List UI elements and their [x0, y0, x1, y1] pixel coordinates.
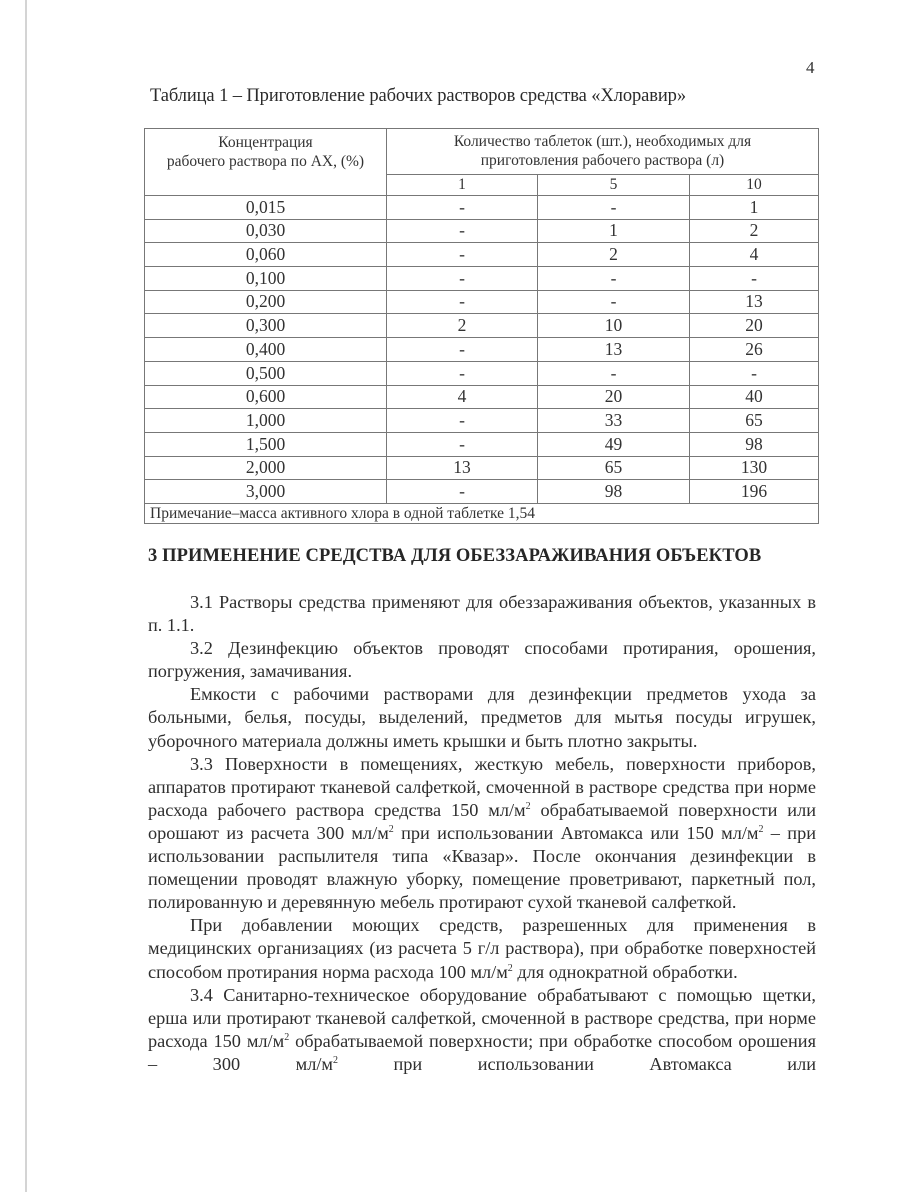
- header-quantity: [387, 129, 819, 175]
- paragraph-detergents: [148, 914, 816, 983]
- cell-volume-1: -: [387, 196, 538, 220]
- table-body: [145, 196, 819, 504]
- cell-concentration: 0,500: [145, 361, 387, 385]
- header-quantity-line1: Количество таблеток (шт.), необходимых для: [453, 133, 752, 150]
- cell-volume-1: -: [387, 480, 538, 504]
- table-row: [145, 290, 819, 314]
- cell-volume-5: 20: [538, 385, 690, 409]
- section-body: [148, 591, 816, 1076]
- cell-volume-10: 196: [690, 480, 819, 504]
- header-volume-1: 1: [387, 175, 538, 196]
- table-row: [145, 409, 819, 433]
- cell-volume-1: -: [387, 219, 538, 243]
- cell-volume-1: -: [387, 338, 538, 362]
- cell-volume-10: 98: [690, 432, 819, 456]
- cell-concentration: 0,600: [145, 385, 387, 409]
- cell-volume-1: 4: [387, 385, 538, 409]
- cell-volume-1: 2: [387, 314, 538, 338]
- superscript: 2: [284, 1031, 290, 1043]
- scan-edge-line: [25, 0, 27, 1192]
- cell-volume-5: 49: [538, 432, 690, 456]
- cell-volume-5: -: [538, 361, 690, 385]
- text-run: 3.3 Поверхности в помещениях, жесткую мебель, поверхности приборов, аппаратов протирают тканевой салфеткой, смоченной в растворе средства при норме расхода рабочего раствора средства 150 мл/м: [148, 753, 816, 820]
- cell-concentration: 1,500: [145, 432, 387, 456]
- table-row: [145, 432, 819, 456]
- cell-volume-5: 33: [538, 409, 690, 433]
- cell-volume-5: -: [538, 196, 690, 220]
- table-row: [145, 456, 819, 480]
- table-row: [145, 267, 819, 291]
- text-run: – при использовании распылителя типа «Квазар». После окончания дезинфекции в помещении проводят влажную уборку, помещение проветривают, паркетный пол, полированную и деревянную мебель протирают сухой тканевой салфеткой.: [148, 822, 816, 913]
- paragraph-containers: Емкости с рабочими растворами для дезинфекции предметов ухода за больными, белья, посуды, выделений, предметов для мытья посуды игрушек, уборочного материала должны иметь крышки и быть плотно закрыты.: [148, 684, 816, 751]
- header-quantity-line2: приготовления рабочего раствора (л): [480, 152, 725, 169]
- cell-volume-10: -: [690, 361, 819, 385]
- text-run: 3.4 Санитарно-техническое оборудование обрабатывают с помощью щетки, ерша или протирают тканевой салфеткой, смоченной в растворе средства, при норме расхода 150 мл/м: [148, 984, 816, 1051]
- table-row: [145, 480, 819, 504]
- cell-volume-1: -: [387, 290, 538, 314]
- paragraph-3-4: [148, 984, 816, 1076]
- paragraph-3-1: 3.1 Растворы средства применяют для обеззараживания объектов, указанных в п. 1.1.: [148, 592, 816, 636]
- cell-volume-5: 13: [538, 338, 690, 362]
- table-row: [145, 243, 819, 267]
- page-number: 4: [806, 58, 815, 77]
- cell-volume-5: 98: [538, 480, 690, 504]
- cell-volume-5: 65: [538, 456, 690, 480]
- cell-concentration: 1,000: [145, 409, 387, 433]
- table-row: [145, 314, 819, 338]
- table-row: [145, 219, 819, 243]
- cell-volume-5: 10: [538, 314, 690, 338]
- table-row: [145, 196, 819, 220]
- cell-concentration: 0,100: [145, 267, 387, 291]
- cell-concentration: 0,200: [145, 290, 387, 314]
- paragraph-3-3: [148, 753, 816, 915]
- text-run: при использовании Автомакса или: [337, 1053, 816, 1074]
- cell-volume-10: 20: [690, 314, 819, 338]
- cell-volume-1: 13: [387, 456, 538, 480]
- cell-volume-1: -: [387, 409, 538, 433]
- cell-volume-1: -: [387, 243, 538, 267]
- cell-volume-10: 13: [690, 290, 819, 314]
- superscript: 2: [525, 800, 531, 812]
- cell-volume-1: -: [387, 267, 538, 291]
- cell-concentration: 3,000: [145, 480, 387, 504]
- superscript: 2: [507, 962, 513, 974]
- cell-volume-10: 26: [690, 338, 819, 362]
- cell-concentration: 0,060: [145, 243, 387, 267]
- cell-concentration: 0,015: [145, 196, 387, 220]
- section-title: 3 ПРИМЕНЕНИЕ СРЕДСТВА ДЛЯ ОБЕЗЗАРАЖИВАНИЯ ОБЪЕКТОВ: [148, 546, 762, 566]
- cell-volume-10: 2: [690, 219, 819, 243]
- cell-concentration: 2,000: [145, 456, 387, 480]
- cell-volume-5: -: [538, 267, 690, 291]
- cell-volume-10: -: [690, 267, 819, 291]
- cell-volume-10: 40: [690, 385, 819, 409]
- superscript: 2: [388, 823, 394, 835]
- superscript: 2: [332, 1054, 338, 1066]
- text-run: для однократной обработки.: [512, 961, 738, 982]
- header-volume-10: 10: [690, 175, 819, 196]
- header-concentration-line2: рабочего раствора по АХ, (%): [166, 153, 365, 170]
- cell-volume-1: -: [387, 432, 538, 456]
- header-concentration-line1: Концентрация: [218, 134, 313, 151]
- table-note: Примечание–масса активного хлора в одной таблетке 1,54: [145, 503, 819, 523]
- superscript: 2: [758, 823, 764, 835]
- table-row: [145, 361, 819, 385]
- cell-volume-1: -: [387, 361, 538, 385]
- cell-volume-5: -: [538, 290, 690, 314]
- text-run: обрабатываемой поверхности или орошают из расчета 300 мл/м: [148, 799, 816, 843]
- cell-volume-10: 4: [690, 243, 819, 267]
- table-caption: Таблица 1 – Приготовление рабочих растворов средства «Хлоравир»: [150, 86, 686, 106]
- cell-concentration: 0,400: [145, 338, 387, 362]
- cell-volume-10: 65: [690, 409, 819, 433]
- header-concentration: [145, 129, 387, 196]
- text-run: При добавлении моющих средств, разрешенных для применения в медицинских организациях (из расчета 5 г/л раствора), при обработке поверхностей способом протирания норма расхода 100 мл/м: [148, 915, 816, 982]
- preparation-table: [144, 128, 819, 524]
- cell-volume-10: 130: [690, 456, 819, 480]
- cell-volume-5: 1: [538, 219, 690, 243]
- cell-concentration: 0,300: [145, 314, 387, 338]
- cell-concentration: 0,030: [145, 219, 387, 243]
- paragraph-3-2: 3.2 Дезинфекцию объектов проводят способами протирания, орошения, погружения, замачивания.: [148, 638, 816, 682]
- cell-volume-5: 2: [538, 243, 690, 267]
- cell-volume-10: 1: [690, 196, 819, 220]
- header-volume-5: 5: [538, 175, 690, 196]
- text-run: при использовании Автомакса или 150 мл/м: [393, 822, 759, 843]
- table-row: [145, 338, 819, 362]
- table-row: [145, 385, 819, 409]
- text-run: обрабатываемой поверхности; при обработке способом орошения – 300 мл/м: [148, 1030, 816, 1074]
